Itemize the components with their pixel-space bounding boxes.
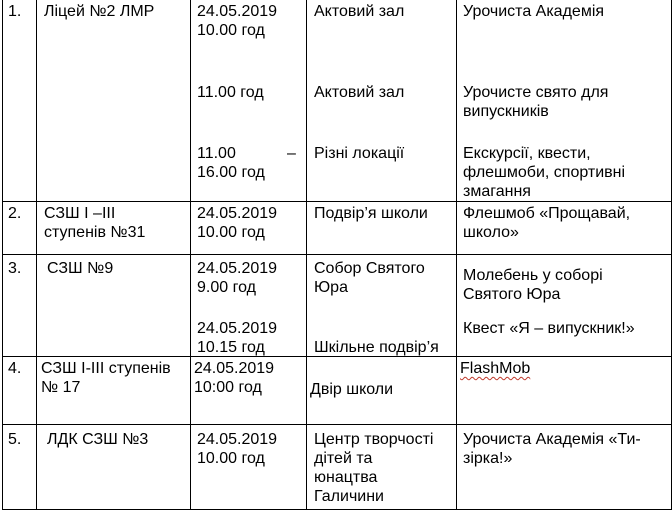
row-number: 2. bbox=[8, 205, 22, 222]
event-description: змагання bbox=[463, 183, 531, 200]
table-rule bbox=[190, 0, 191, 510]
event-time: 11.00 год bbox=[197, 84, 264, 101]
row-number: 5. bbox=[8, 431, 22, 448]
event-place: Актовий зал bbox=[314, 3, 405, 20]
event-date: 24.05.2019 bbox=[197, 320, 278, 337]
table-rule bbox=[2, 254, 672, 255]
event-time: 10:00 год bbox=[194, 379, 262, 396]
event-time: 10.15 год bbox=[197, 339, 265, 356]
event-date: 24.05.2019 bbox=[194, 360, 275, 377]
table-rule bbox=[2, 201, 672, 202]
event-description: Урочисте свято для bbox=[463, 84, 609, 101]
event-place: юнацтва bbox=[314, 469, 378, 486]
event-description: Урочиста Академія «Ти- bbox=[463, 431, 641, 448]
event-place: Галичини bbox=[314, 488, 384, 505]
event-description: Молебень у соборі bbox=[463, 267, 603, 284]
school-name: Ліцей №2 ЛМР bbox=[44, 3, 155, 20]
event-description: Флешмоб «Прощавай, bbox=[463, 205, 631, 222]
table-rule bbox=[2, 424, 672, 425]
event-place: Собор Святого bbox=[314, 260, 425, 277]
event-place: Двір школи bbox=[310, 381, 394, 398]
event-place: дітей та bbox=[314, 450, 373, 467]
table-rule bbox=[306, 0, 307, 510]
event-date: 24.05.2019 bbox=[197, 205, 278, 222]
event-description: школо» bbox=[463, 224, 519, 241]
event-place: Подвір’я школи bbox=[314, 205, 428, 222]
event-time: 10.00 год bbox=[197, 22, 265, 39]
event-time: 10.00 год bbox=[197, 450, 265, 467]
table-rule bbox=[456, 0, 457, 510]
school-name: № 17 bbox=[41, 379, 81, 396]
school-name: ЛДК СЗШ №3 bbox=[47, 431, 149, 448]
table-rule bbox=[2, 509, 672, 510]
event-description: випускників bbox=[463, 103, 549, 120]
event-description: FlashMob bbox=[460, 360, 531, 377]
event-date: 24.05.2019 bbox=[197, 260, 278, 277]
row-number: 4. bbox=[8, 360, 22, 377]
event-time: 10.00 год bbox=[197, 224, 265, 241]
event-description: флешмоби, спортивні bbox=[463, 164, 626, 181]
event-date: 24.05.2019 bbox=[197, 431, 278, 448]
event-time: 11.00 bbox=[197, 145, 236, 162]
event-time: – bbox=[287, 145, 296, 162]
table-rule bbox=[2, 0, 3, 510]
row-number: 3. bbox=[8, 260, 22, 277]
event-description: Урочиста Академія bbox=[463, 3, 605, 20]
event-place: Центр творчості bbox=[314, 431, 434, 448]
event-description: Екскурсії, квести, bbox=[463, 145, 591, 162]
event-place: Актовий зал bbox=[314, 84, 405, 101]
row-number: 1. bbox=[8, 3, 22, 20]
event-place: Юра bbox=[314, 279, 348, 296]
event-date: 24.05.2019 bbox=[197, 3, 278, 20]
event-place: Шкільне подвір’я bbox=[314, 339, 439, 356]
school-name: СЗШ І –ІІІ bbox=[44, 205, 116, 222]
event-time: 16.00 год bbox=[197, 164, 265, 181]
event-time: 9.00 год bbox=[197, 279, 256, 296]
table-rule bbox=[36, 0, 37, 510]
school-name: СЗШ І-ІІІ ступенів bbox=[41, 360, 171, 377]
school-name: СЗШ №9 bbox=[47, 260, 114, 277]
event-description: Квест «Я – випускник!» bbox=[463, 320, 635, 337]
event-place: Різні локації bbox=[314, 145, 405, 162]
event-description: зірка!» bbox=[463, 450, 513, 467]
event-description: Святого Юра bbox=[463, 286, 561, 303]
school-name: ступенів №31 bbox=[44, 224, 146, 241]
